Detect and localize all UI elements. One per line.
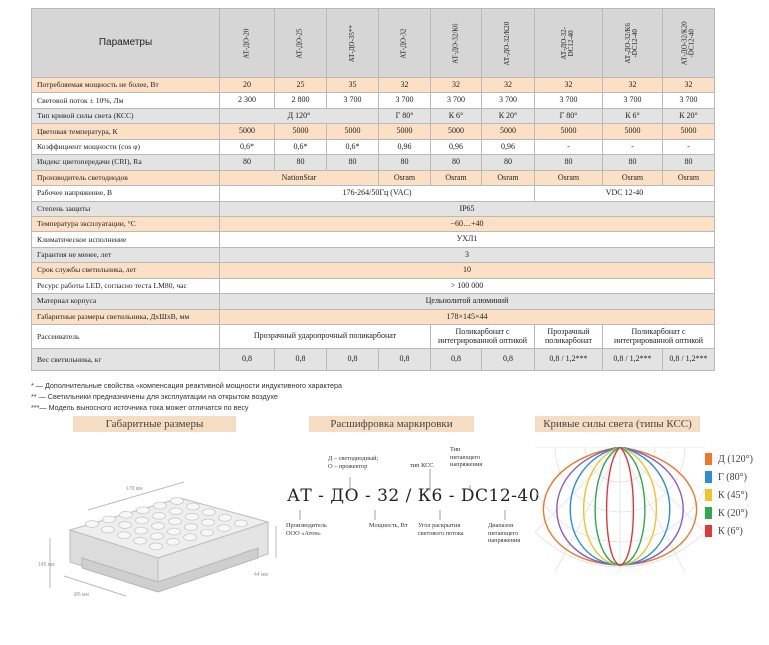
cell: Поликарбонат с интегрированной оптикой <box>603 325 715 349</box>
cell: УХЛ1 <box>220 232 715 247</box>
row-climate <box>32 232 715 247</box>
cell: Прозрачный поликарбонат <box>535 325 603 349</box>
cell: −60…+40 <box>220 216 715 231</box>
cell: 2 300 <box>220 93 275 108</box>
row-cri <box>32 155 715 170</box>
footnote: ** — Светильники предназначены для эксплуатации на открытом воздухе <box>31 392 278 401</box>
code-part: К <box>417 486 432 506</box>
cell: Osram <box>663 170 715 185</box>
code-part: / <box>405 486 412 506</box>
cell: 0,6* <box>275 139 327 154</box>
model-header: АТ-ДО-35** <box>327 9 379 78</box>
row-life <box>32 263 715 278</box>
cell: 5000 <box>603 124 663 139</box>
lens-shape <box>184 534 197 541</box>
label-type: Д – светодиодный; О – прожектор <box>328 455 379 470</box>
cell: NationStar <box>220 170 379 185</box>
lens-shape <box>169 518 182 525</box>
cell: 0,8 <box>275 349 327 371</box>
code-part: 32 <box>377 486 400 506</box>
cell: 3 700 <box>482 93 535 108</box>
lens-shape <box>118 532 131 539</box>
cell: 80 <box>663 155 715 170</box>
spec-table <box>31 8 715 371</box>
cell: 80 <box>535 155 603 170</box>
cell: К 6° <box>431 108 482 123</box>
cell: 0,8 <box>482 349 535 371</box>
footnotes <box>31 380 342 413</box>
row-material <box>32 294 715 309</box>
lens-shape <box>154 502 167 509</box>
section-title-curves: Кривые силы света (типы КСС) <box>535 416 700 432</box>
cell: 32 <box>603 78 663 93</box>
label-range: Диапазон питающего напряжения <box>488 522 521 544</box>
cell: Г 80° <box>535 108 603 123</box>
row-label: Вес светильника, кг <box>32 349 220 371</box>
cell: 3 <box>220 247 715 262</box>
model-header: АТ-ДО-20 <box>220 9 275 78</box>
row-label: Климатическое исполнение <box>32 232 220 247</box>
lens-shape <box>134 537 147 544</box>
legend-item <box>705 522 753 540</box>
cell: 32 <box>535 78 603 93</box>
model-header: АТ-ДО-32/К20 -DC12-40 <box>663 9 715 78</box>
row-label: Тип кривой силы света (КСС) <box>32 108 220 123</box>
lens-shape <box>120 511 133 518</box>
lens-shape <box>170 508 183 515</box>
row-label: Рассеиватель <box>32 325 220 349</box>
cell: 32 <box>482 78 535 93</box>
legend-label: К (20°) <box>718 507 748 519</box>
row-flux <box>32 93 715 108</box>
row-kss <box>32 108 715 123</box>
lamp-dimension-drawing <box>30 440 290 640</box>
cell: - <box>663 139 715 154</box>
cell: 25 <box>275 78 327 93</box>
cell: К 20° <box>482 108 535 123</box>
section-title-dims: Габаритные размеры <box>73 416 236 432</box>
row-voltage <box>32 186 715 201</box>
row-label: Рабочее напряжение, В <box>32 186 220 201</box>
row-label: Потребляемая мощность не более, Вт <box>32 78 220 93</box>
lens-shape <box>201 529 214 536</box>
cell: 0,6* <box>220 139 275 154</box>
label-supply-type: Тип питающего напряжения <box>450 446 483 468</box>
lens-shape <box>168 528 181 535</box>
code-part: АТ <box>287 486 313 506</box>
row-label: Степень защиты <box>32 201 220 216</box>
label-kss: тип КСС <box>410 462 434 469</box>
lens-shape <box>235 520 248 527</box>
cell: 3 700 <box>663 93 715 108</box>
row-label: Коэффициент мощности (cos φ) <box>32 139 220 154</box>
code-part: 6 <box>431 486 443 506</box>
legend-label: К (6°) <box>718 525 743 537</box>
cell: Прозрачный ударопрочный поликарбонат <box>220 325 431 349</box>
row-pf <box>32 139 715 154</box>
row-label: Материал корпуса <box>32 294 220 309</box>
row-warranty <box>32 247 715 262</box>
row-temp <box>32 216 715 231</box>
model-header: АТ-ДО-32/К6 -DC12-40 <box>603 9 663 78</box>
cell: 0,96 <box>482 139 535 154</box>
lens-shape <box>150 543 163 550</box>
cell: 5000 <box>535 124 603 139</box>
legend-label: Г (80°) <box>718 471 747 483</box>
lens-shape <box>153 512 166 519</box>
cell: 80 <box>379 155 431 170</box>
lens-shape <box>86 521 99 528</box>
legend-item <box>705 450 753 468</box>
cell: IP65 <box>220 201 715 216</box>
lens-shape <box>171 498 184 505</box>
cell: - <box>535 139 603 154</box>
cell: 10 <box>220 263 715 278</box>
model-header: АТ-ДО-25 <box>275 9 327 78</box>
lens-shape <box>102 526 115 533</box>
cell: 5000 <box>275 124 327 139</box>
param-header: Параметры <box>32 9 220 78</box>
cell: 5000 <box>431 124 482 139</box>
cell: 178×145×44 <box>220 309 715 324</box>
cell: 5000 <box>327 124 379 139</box>
cell: 32 <box>663 78 715 93</box>
cell: 2 800 <box>275 93 327 108</box>
cell: Д 120° <box>220 108 379 123</box>
label-power: Мощность, Вт <box>369 522 408 529</box>
cell: 0,8 <box>379 349 431 371</box>
code-part: - <box>448 486 455 506</box>
legend-label: Д (120°) <box>718 453 753 465</box>
row-label: Производитель светодиодов <box>32 170 220 185</box>
header-row <box>32 9 715 78</box>
cell: 35 <box>327 78 379 93</box>
cell: 5000 <box>663 124 715 139</box>
cell: - <box>603 139 663 154</box>
cell: 3 700 <box>379 93 431 108</box>
row-weight <box>32 349 715 371</box>
model-header: АТ-ДО-32/К6 <box>431 9 482 78</box>
curves-legend <box>705 450 753 540</box>
cell: Osram <box>482 170 535 185</box>
lens-shape <box>187 503 200 510</box>
row-cct <box>32 124 715 139</box>
footnote: * — Дополнительные свойства «компенсация реактивной мощности индуктивного характера <box>31 381 342 390</box>
lens-shape <box>103 516 116 523</box>
row-label: Ресурс работы LED, согласно теста LM80, час <box>32 278 220 293</box>
section-title-code: Расшифровка маркировки <box>309 416 474 432</box>
legend-label: К (45°) <box>718 489 748 501</box>
lens-shape <box>202 519 215 526</box>
row-ip <box>32 201 715 216</box>
legend-item <box>705 468 753 486</box>
row-power <box>32 78 715 93</box>
code-part: - <box>318 486 325 506</box>
cell: Цельнолитой алюминий <box>220 294 715 309</box>
cell: 80 <box>603 155 663 170</box>
cell: Г 80° <box>379 108 431 123</box>
lens-shape <box>186 513 199 520</box>
cell: 5000 <box>220 124 275 139</box>
dim-height: 44 мм <box>254 572 268 578</box>
label-maker: Производитель ООО «Атон» <box>286 522 327 537</box>
cell: 0,96 <box>379 139 431 154</box>
row-dims <box>32 309 715 324</box>
lens-shape <box>151 533 164 540</box>
light-curves-diagram <box>535 447 705 572</box>
cell: 80 <box>327 155 379 170</box>
cell: 80 <box>220 155 275 170</box>
row-label: Температура эксплуатации, °С <box>32 216 220 231</box>
cell: 0,6* <box>327 139 379 154</box>
row-label: Индекс цветопередачи (CRI), Ra <box>32 155 220 170</box>
legend-swatch <box>705 453 712 465</box>
row-led <box>32 170 715 185</box>
cell: 0,96 <box>431 139 482 154</box>
lens-shape <box>203 509 216 516</box>
cell: VDC 12-40 <box>535 186 715 201</box>
row-label: Габаритные размеры светильника, ДхШхВ, мм <box>32 309 220 324</box>
cell: 0,8 / 1,2*** <box>535 349 603 371</box>
cell: 3 700 <box>603 93 663 108</box>
cell: К 20° <box>663 108 715 123</box>
code-part: ДО <box>330 486 360 506</box>
legend-item <box>705 504 753 522</box>
model-header: АТ-ДО-32 <box>379 9 431 78</box>
cell: 5000 <box>379 124 431 139</box>
lens-shape <box>119 522 132 529</box>
legend-item <box>705 486 753 504</box>
cell: Osram <box>603 170 663 185</box>
dim-mount: Ø6 мм <box>74 592 89 598</box>
row-label: Цветовая температура, К <box>32 124 220 139</box>
code-part: - <box>364 486 372 506</box>
lens-shape <box>167 538 180 545</box>
lens-shape <box>185 524 198 531</box>
legend-swatch <box>705 507 712 519</box>
lens-shape <box>137 507 150 514</box>
cell: 0,8 <box>431 349 482 371</box>
cell: 3 700 <box>535 93 603 108</box>
cell: Osram <box>535 170 603 185</box>
dim-length: 178 мм <box>126 486 143 492</box>
cell: 32 <box>431 78 482 93</box>
cell: Поликарбонат с интегрированной оптикой <box>431 325 535 349</box>
cell: 176-264/50Гц (VAC) <box>220 186 535 201</box>
cell: 5000 <box>482 124 535 139</box>
cell: 0,8 <box>327 349 379 371</box>
legend-swatch <box>705 489 712 501</box>
row-label: Световой поток ± 10%, Лм <box>32 93 220 108</box>
cell: 20 <box>220 78 275 93</box>
legend-swatch <box>705 471 712 483</box>
cell: 3 700 <box>431 93 482 108</box>
label-angle: Угол раскрытия светового потока <box>418 522 464 537</box>
cell: 3 700 <box>327 93 379 108</box>
cell: Osram <box>379 170 431 185</box>
lens-shape <box>218 525 231 532</box>
cell: 80 <box>275 155 327 170</box>
cell: 80 <box>431 155 482 170</box>
row-diffuser <box>32 325 715 349</box>
row-label: Гарантия не менее, лет <box>32 247 220 262</box>
cell: 0,8 / 1,2*** <box>603 349 663 371</box>
dim-width: 145 мм <box>38 562 55 568</box>
legend-swatch <box>705 525 712 537</box>
cell: 0,8 <box>220 349 275 371</box>
cell: > 100 000 <box>220 278 715 293</box>
cell: К 6° <box>603 108 663 123</box>
code-part: DC <box>460 486 489 506</box>
code-part: 12-40 <box>488 486 541 506</box>
lens-shape <box>135 527 148 534</box>
lens-shape <box>219 514 232 521</box>
footnote: ***— Модель выносного источника тока может отличатся по весу <box>31 403 249 412</box>
row-lm80 <box>32 278 715 293</box>
cell: 32 <box>379 78 431 93</box>
cell: Osram <box>431 170 482 185</box>
model-header: АТ-ДО-32- DC12-40 <box>535 9 603 78</box>
row-label: Срок службы светильника, лет <box>32 263 220 278</box>
lens-shape <box>136 517 149 524</box>
lens-shape <box>152 523 165 530</box>
cell: 0,8 / 1,2*** <box>663 349 715 371</box>
cell: 80 <box>482 155 535 170</box>
model-header: АТ-ДО-32/К20 <box>482 9 535 78</box>
